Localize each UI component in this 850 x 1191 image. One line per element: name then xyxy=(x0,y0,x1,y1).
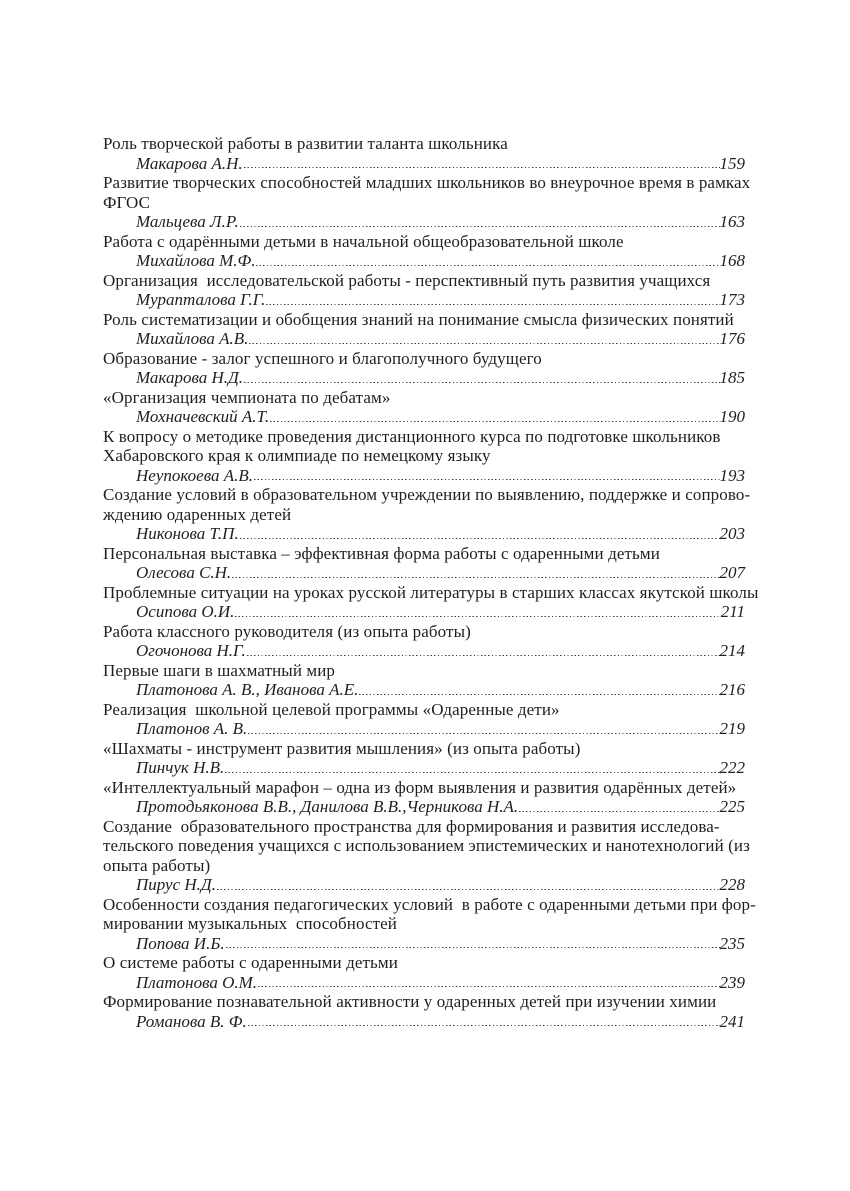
dotted-leader xyxy=(240,214,720,227)
entry-title-line: «Шахматы - инструмент развития мышления» (из опыта работы) xyxy=(103,738,581,758)
entry-title-line: О системе работы с одаренными детьми xyxy=(103,953,398,972)
dotted-leader xyxy=(254,468,720,481)
entry-page-number: 203 xyxy=(719,524,745,543)
toc-author-line xyxy=(103,368,745,388)
toc-entry xyxy=(103,173,751,232)
entry-title-line: опыта работы) xyxy=(103,855,211,875)
toc-author-line xyxy=(103,680,745,700)
toc-entry xyxy=(103,427,745,486)
entry-title-line: Персональная выставка – эффективная форма работы с одаренными детьми xyxy=(103,543,660,563)
entry-title-line: Создание условий в образовательном учреждении по выявлению, поддержке и сопрово- xyxy=(103,485,751,504)
toc-author-line xyxy=(103,758,745,778)
dotted-leader xyxy=(235,604,720,617)
entry-page-number: 216 xyxy=(719,680,745,699)
toc-entry xyxy=(103,388,745,427)
dotted-leader xyxy=(266,292,719,305)
dotted-leader xyxy=(247,643,720,656)
toc-author-line xyxy=(103,290,745,310)
toc-entry xyxy=(103,778,745,817)
entry-title-line: Первые шаги в шахматный мир xyxy=(103,660,336,680)
dotted-leader xyxy=(232,565,719,578)
entry-authors: Мальцева Л.Р. xyxy=(136,212,239,231)
entry-page-number: 211 xyxy=(720,602,745,621)
toc-entry xyxy=(103,661,745,700)
dotted-leader xyxy=(258,975,719,988)
entry-authors: Мурапталова Г.Г. xyxy=(136,290,266,309)
entry-page-number: 228 xyxy=(719,875,745,894)
entry-page-number: 168 xyxy=(719,251,745,270)
toc-entry xyxy=(103,953,745,992)
dotted-leader xyxy=(256,253,719,266)
entry-title-line: Организация исследовательской работы - перспективный путь развития учащихся xyxy=(103,270,711,290)
entry-page-number: 219 xyxy=(719,719,745,738)
entry-authors: Протодьяконова В.В., Данилова В.В.,Черникова Н.А. xyxy=(136,797,519,816)
entry-authors: Олесова С.Н. xyxy=(136,563,232,582)
dotted-leader xyxy=(248,721,719,734)
entry-title-line: Реализация школьной целевой программы «Одаренные дети» xyxy=(103,699,560,719)
entry-page-number: 235 xyxy=(719,933,745,953)
dotted-leader xyxy=(248,1014,720,1027)
entry-page-number: 190 xyxy=(719,407,745,426)
entry-page-number: 193 xyxy=(719,465,745,485)
toc-entry xyxy=(103,271,745,310)
dotted-leader xyxy=(240,526,720,539)
entry-page-number: 225 xyxy=(719,797,745,816)
entry-page-number: 159 xyxy=(719,153,745,173)
toc-author-line xyxy=(103,797,745,817)
entry-title-line: К вопросу о методике проведения дистанционного курса по подготовке школьников xyxy=(103,426,721,446)
entry-title-line: «Организация чемпионата по дебатам» xyxy=(103,387,391,407)
toc-author-line xyxy=(103,875,745,895)
toc-entry xyxy=(103,992,745,1031)
entry-authors: Огочонова Н.Г. xyxy=(136,641,246,660)
dotted-leader xyxy=(244,370,719,383)
toc-entry xyxy=(103,349,745,388)
entry-title-line: «Интеллектуальный марафон – одна из форм выявления и развития одарённых детей» xyxy=(103,777,737,797)
entry-title-line: Хабаровского края к олимпиаде по немецкому языку xyxy=(103,446,491,465)
toc-list xyxy=(103,134,759,1031)
dotted-leader xyxy=(270,409,719,422)
entry-title-line: тельского поведения учащихся с использованием эпистемических и нанотехнологий (из xyxy=(103,836,750,855)
dotted-leader xyxy=(217,877,720,890)
toc-author-line xyxy=(103,524,745,544)
toc-author-line xyxy=(103,719,745,739)
entry-authors: Михайлова А.В. xyxy=(136,329,249,348)
entry-authors: Михайлова М.Ф. xyxy=(136,251,256,270)
entry-page-number: 173 xyxy=(719,290,745,309)
dotted-leader xyxy=(244,156,720,169)
toc-author-line xyxy=(103,154,745,174)
entry-title-line: Создание образовательного пространства для формирования и развития исследова- xyxy=(103,816,720,836)
entry-page-number: 163 xyxy=(719,212,745,231)
entry-authors: Попова И.Б. xyxy=(136,933,225,953)
entry-authors: Мохначевский А.Т. xyxy=(136,407,270,426)
toc-author-line xyxy=(103,251,745,271)
entry-page-number: 222 xyxy=(719,758,745,777)
dotted-leader xyxy=(225,760,719,773)
toc-author-line xyxy=(103,329,745,349)
entry-title-line: Роль творческой работы в развитии таланта школьника xyxy=(103,134,508,153)
toc-author-line xyxy=(103,641,745,661)
toc-entry xyxy=(103,582,759,622)
entry-authors: Платонов А. В. xyxy=(136,719,248,738)
entry-page-number: 214 xyxy=(719,641,745,660)
entry-page-number: 176 xyxy=(719,329,745,348)
entry-title-line: Работа с одарёнными детьми в начальной общеобразовательной школе xyxy=(103,231,624,251)
entry-authors: Неупокоева А.В. xyxy=(136,465,253,485)
entry-title-line: Работа классного руководителя (из опыта работы) xyxy=(103,621,471,641)
toc-entry xyxy=(103,485,751,544)
dotted-leader xyxy=(226,936,720,949)
entry-authors: Пинчук Н.В. xyxy=(136,758,225,777)
toc-author-line xyxy=(103,407,745,427)
toc-author-line xyxy=(103,934,745,954)
entry-page-number: 185 xyxy=(719,368,745,387)
toc-entry xyxy=(103,816,750,895)
toc-entry xyxy=(103,700,745,739)
dotted-leader xyxy=(359,682,719,695)
entry-page-number: 239 xyxy=(719,972,745,992)
toc-author-line xyxy=(103,602,745,622)
entry-title-line: Проблемные ситуации на уроках русской литературы в старших классах якутской школы xyxy=(103,582,759,602)
dotted-leader xyxy=(519,799,719,812)
entry-authors: Осипова О.И. xyxy=(136,602,235,621)
entry-authors: Макарова А.Н. xyxy=(136,153,243,173)
toc-author-line xyxy=(103,466,745,486)
toc-author-line xyxy=(103,563,745,583)
entry-authors: Никонова Т.П. xyxy=(136,524,239,543)
toc-entry xyxy=(103,739,745,778)
entry-authors: Романова В. Ф. xyxy=(136,1011,247,1031)
entry-authors: Платонова О.М. xyxy=(136,972,258,992)
entry-title-line: Развитие творческих способностей младших школьников во внеурочное время в рамках xyxy=(103,173,751,192)
entry-title-line: Формирование познавательной активности у одаренных детей при изучении химии xyxy=(103,992,717,1011)
entry-title-line: Роль систематизации и обобщения знаний на понимание смысла физических понятий xyxy=(103,309,734,329)
toc-entry xyxy=(103,134,745,173)
toc-author-line xyxy=(103,1012,745,1032)
entry-page-number: 207 xyxy=(719,563,745,582)
entry-title-line: ждению одаренных детей xyxy=(103,504,292,524)
toc-entry xyxy=(103,894,756,954)
entry-authors: Макарова Н.Д. xyxy=(136,368,244,387)
entry-title-line: Особенности создания педагогических условий в работе с одаренными детьми при фор- xyxy=(103,894,756,914)
toc-entry xyxy=(103,310,745,349)
toc-author-line xyxy=(103,212,745,232)
entry-authors: Пирус Н.Д. xyxy=(136,875,216,894)
entry-authors: Платонова А. В., Иванова А.Е. xyxy=(136,680,359,699)
toc-entry xyxy=(103,622,745,661)
dotted-leader xyxy=(249,331,719,344)
entry-title-line: мировании музыкальных способностей xyxy=(103,914,397,933)
toc-entry xyxy=(103,232,745,271)
toc-entry xyxy=(103,544,745,583)
entry-title-line: ФГОС xyxy=(103,192,151,212)
toc-author-line xyxy=(103,973,745,993)
entry-title-line: Образование - залог успешного и благополучного будущего xyxy=(103,348,542,368)
entry-page-number: 241 xyxy=(719,1011,745,1031)
